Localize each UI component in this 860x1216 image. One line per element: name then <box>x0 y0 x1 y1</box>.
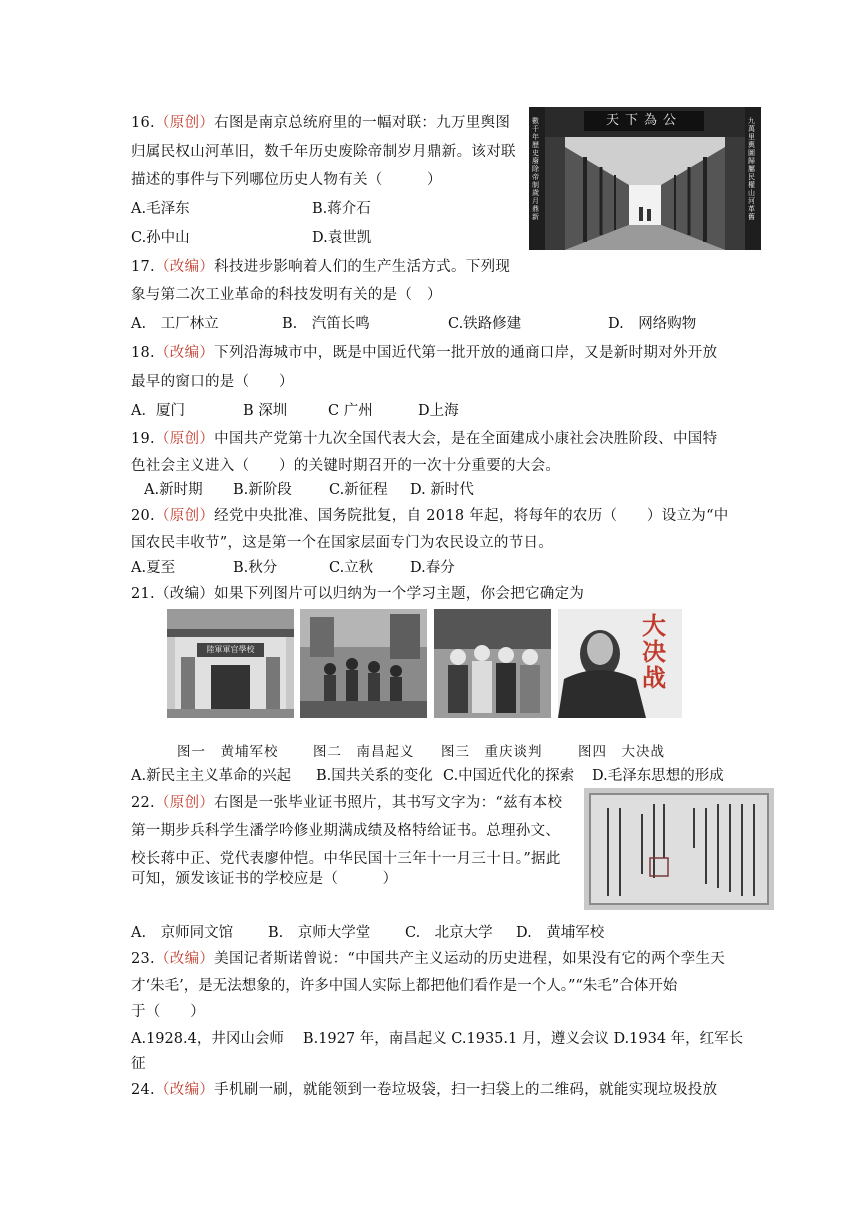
q18-line2: 最早的窗口的是（ ） <box>131 374 294 390</box>
plaque-text: 天下為公 <box>605 113 682 128</box>
q16-line2: 归属民权山河革旧，数千年历史废除帝制岁月鼎新。该对联 <box>131 144 516 160</box>
q20-number: 20. <box>131 508 155 524</box>
q16-text: 右图是南京总统府里的一幅对联：九万里舆图 <box>214 115 511 131</box>
decisive-battle-photo <box>558 609 682 718</box>
chongqing-group-drawing <box>434 609 551 718</box>
decisive-battle-title: 大决战 <box>642 611 666 692</box>
q19-option-c: C.新征程 <box>329 482 388 498</box>
q21-text: 如果下列图片可以归纳为一个学习主题，你会把它确定为 <box>214 586 585 602</box>
q16-option-a: A.毛泽东 <box>131 201 190 217</box>
q22-option-a: A. 京师同文馆 <box>131 925 234 941</box>
q21-option-a: A.新民主主义革命的兴起 <box>131 768 292 784</box>
q22-number: 22. <box>131 795 155 811</box>
q16-tag: （原创） <box>154 115 215 131</box>
q16-line3: 描述的事件与下列哪位历史人物有关（ ） <box>131 172 442 188</box>
graduation-certificate-photo <box>584 788 774 910</box>
q23-line3: 于（ ） <box>131 1004 205 1020</box>
chongqing-negotiation-photo <box>434 609 551 718</box>
q18-option-a: A．厦门 <box>131 403 185 419</box>
q22-option-c: C. 北京大学 <box>405 925 493 941</box>
q20-text: 经党中央批准、国务院批复，自 2018 年起，将每年的农历（ ）设立为“中 <box>214 508 729 524</box>
q22-line2: 第一期步兵科学生潘学吟修业期满成绩及格特给证书。总理孙文、 <box>131 823 561 839</box>
q16-line1 <box>131 113 510 133</box>
q19-line2: 色社会主义进入（ ）的关键时期召开的一次十分重要的大会。 <box>131 458 561 474</box>
q17-option-a: A. 工厂林立 <box>131 316 219 332</box>
q24-tag: （改编） <box>154 1082 215 1098</box>
q19-option-d: D. 新时代 <box>410 482 474 498</box>
q18-text: 下列沿海城市中，既是中国近代第一批开放的通商口岸，又是新时期对外开放 <box>214 345 718 361</box>
q18-number: 18. <box>131 345 155 361</box>
q18-option-c: C 广州 <box>328 403 373 419</box>
q23-number: 23. <box>131 951 155 967</box>
certificate-drawing <box>584 788 774 910</box>
q17-line1 <box>131 257 510 277</box>
q24-line1 <box>131 1080 717 1100</box>
q23-text: 美国记者斯诺曾说：“中国共产主义运动的历史进程，如果没有它的两个孪生天 <box>214 951 726 967</box>
q23-options-line: A.1928.4，井冈山会师 B.1927 年，南昌起义 C.1935.1 月，遵义会议 D.1934 年，红军长 <box>131 1031 744 1047</box>
q20-option-a: A.夏至 <box>131 560 176 576</box>
q17-number: 17. <box>131 259 155 275</box>
whampoa-gate-drawing <box>167 609 294 718</box>
q18-line1 <box>131 343 717 363</box>
q17-line2: 象与第二次工业革命的科技发明有关的是（ ） <box>131 287 442 303</box>
q19-option-b: B.新阶段 <box>233 482 292 498</box>
q17-text: 科技进步影响着人们的生产生活方式。下列现 <box>214 259 511 275</box>
q23-tag: （改编） <box>154 951 215 967</box>
presidential-palace-photo <box>529 107 761 250</box>
caption-figure-1: 图一 黄埔军校 <box>177 744 279 760</box>
q16-option-d: D.袁世凯 <box>312 230 372 246</box>
whampoa-sign-text: 陸軍軍官學校 <box>206 645 255 654</box>
caption-figure-3: 图三 重庆谈判 <box>441 744 543 760</box>
q22-line1 <box>131 793 562 813</box>
nanchang-crowd-drawing <box>300 609 427 718</box>
left-scroll-text: 數千年歷史廢除帝制歲月鼎新 <box>532 117 539 221</box>
q21-option-b: B.国共关系的变化 <box>316 768 433 784</box>
q23-line2: 才‘朱毛’，是无法想象的，许多中国人实际上都把他们看作是一个人。”“朱毛”合体开始 <box>131 978 678 994</box>
q19-number: 19. <box>131 431 155 447</box>
q22-text: 右图是一张毕业证书照片，其书写文字为：“兹有本校 <box>214 795 563 811</box>
q17-tag: （改编） <box>154 259 215 275</box>
q24-number: 24. <box>131 1082 155 1098</box>
q20-line1 <box>131 506 729 526</box>
q18-option-b: B 深圳 <box>243 403 288 419</box>
q17-option-b: B. 汽笛长鸣 <box>282 316 370 332</box>
q20-tag: （原创） <box>154 508 215 524</box>
q20-option-b: B.秋分 <box>233 560 278 576</box>
whampoa-academy-photo <box>167 609 294 718</box>
q21-number: 21. <box>131 586 155 602</box>
q20-line2: 国农民丰收节”，这是第一个在国家层面专门为农民设立的节日。 <box>131 535 554 551</box>
q22-tag: （原创） <box>154 795 215 811</box>
q18-option-d: D上海 <box>418 403 459 419</box>
q20-option-d: D.春分 <box>410 560 455 576</box>
q19-text: 中国共产党第十九次全国代表大会，是在全面建成小康社会决胜阶段、中国特 <box>214 431 718 447</box>
right-scroll-text: 九萬里輿圖歸屬民權山河革舊 <box>748 117 755 221</box>
q20-option-c: C.立秋 <box>329 560 374 576</box>
q23-options-line2: 征 <box>131 1056 146 1072</box>
q22-line3: 校长蒋中正、党代表廖仲恺。中华民国十三年十一月三十日。”据此 <box>131 851 561 867</box>
q22-line4: 可知，颁发该证书的学校应是（ ） <box>131 871 398 887</box>
q22-option-b: B. 京师大学堂 <box>268 925 371 941</box>
q19-line1 <box>131 429 717 449</box>
q18-tag: （改编） <box>154 345 215 361</box>
q24-text: 手机刷一刷，就能领到一卷垃圾袋，扫一扫袋上的二维码，就能实现垃圾投放 <box>214 1082 718 1098</box>
q16-option-c: C.孙中山 <box>131 230 190 246</box>
q21-option-d: D.毛泽东思想的形成 <box>592 768 724 784</box>
q19-option-a: A.新时期 <box>144 482 203 498</box>
q21-option-c: C.中国近代化的探索 <box>443 768 575 784</box>
caption-figure-2: 图二 南昌起义 <box>313 744 415 760</box>
q23-line1 <box>131 949 725 969</box>
q16-option-b: B.蒋介石 <box>312 201 371 217</box>
q19-tag: （原创） <box>154 431 215 447</box>
q21-tag: （改编） <box>154 586 215 602</box>
q17-option-d: D. 网络购物 <box>608 316 697 332</box>
caption-figure-4: 图四 大决战 <box>578 744 665 760</box>
q17-option-c: C.铁路修建 <box>448 316 522 332</box>
q22-option-d: D. 黄埔军校 <box>516 925 605 941</box>
q21-line1 <box>131 584 584 604</box>
q16-number: 16. <box>131 115 155 131</box>
nanchang-uprising-photo <box>300 609 427 718</box>
